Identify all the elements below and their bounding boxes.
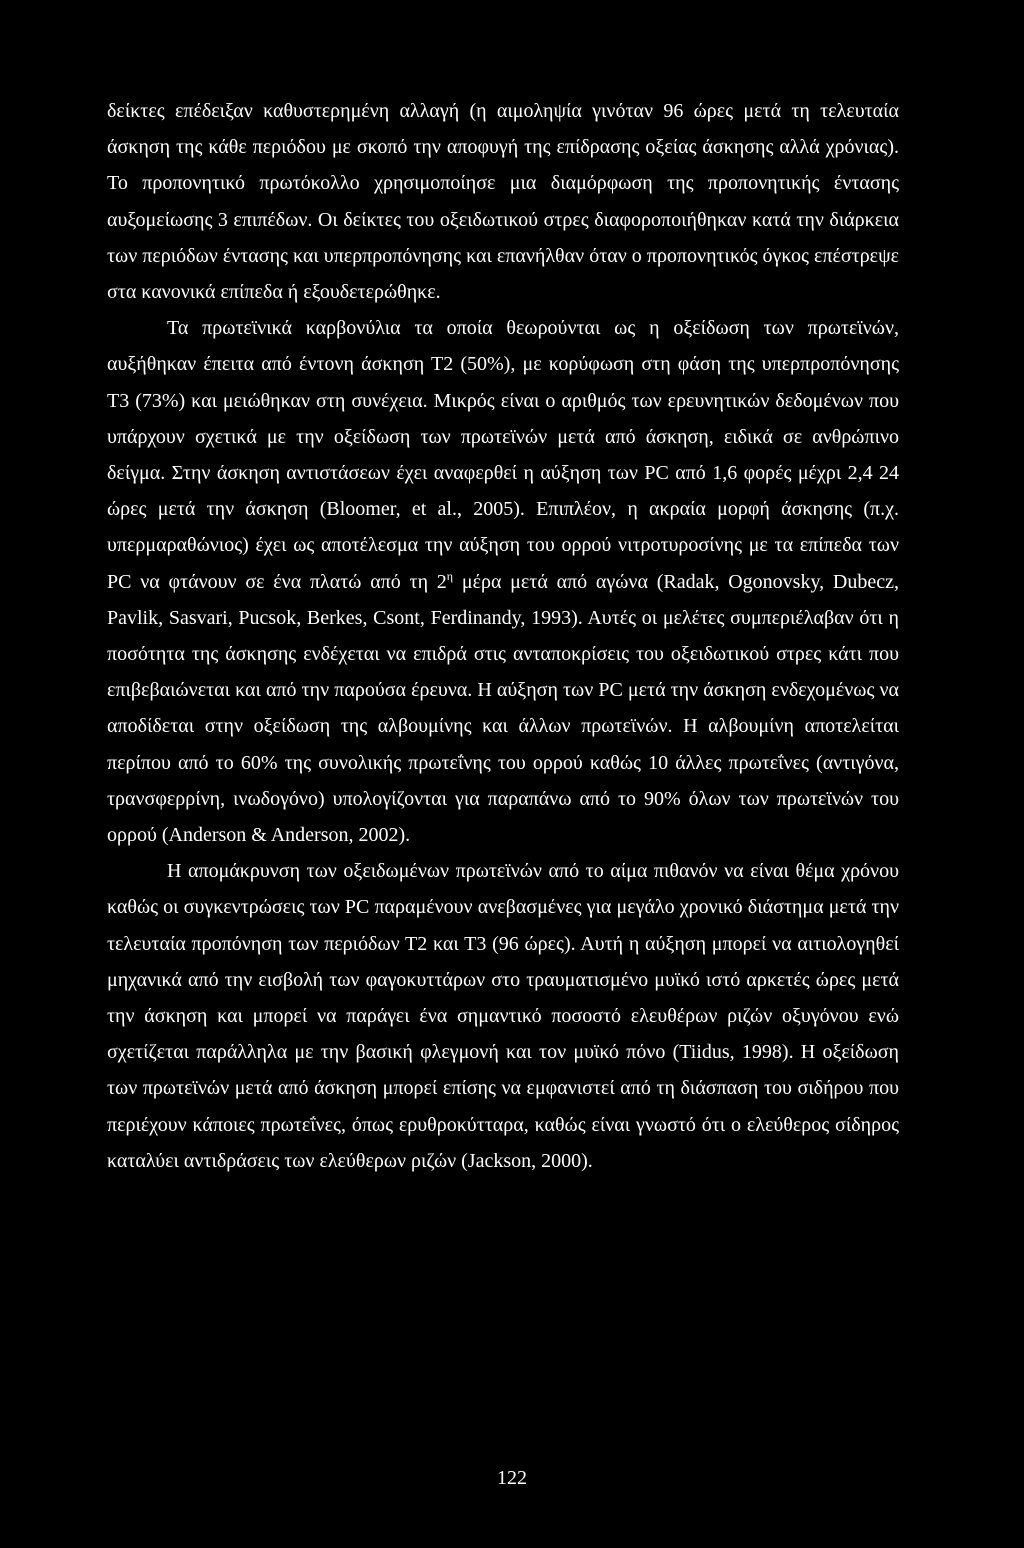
page-number: 122 [497,1467,527,1489]
superscript: η [446,568,454,583]
paragraph-1: δείκτες επέδειξαν καθυστερημένη αλλαγή (η αιμοληψία γινόταν 96 ώρες μετά τη τελευταία άσκηση της κάθε περιόδου με σκοπό την αποφυγή της επίδρασης οξείας άσκησης αλλά χρόνιας). Το προπονητικό πρωτόκολλο χρησιμοποίησε μια διαμόρφωση της προπονητικής έντασης αυξομείωσης 3 επιπέδων. Οι δείκτες του οξειδωτικού στρες διαφοροποιήθηκαν κατά την διάρκεια των περιόδων έντασης και υπερπροπόνησης και επανήλθαν όταν ο προπονητικός όγκος επέστρεψε στα κανονικά επίπεδα ή εξουδετερώθηκε. [107,100,899,304]
paragraph-2 [107,310,899,853]
paragraph-3: Η απομάκρυνση των οξειδωμένων πρωτεϊνών από το αίμα πιθανόν να είναι θέμα χρόνου καθώς οι συγκεντρώσεις των PC παραμένουν ανεβασμένες για μεγάλο χρονικό διάστημα μετά την τελευταία προπόνηση των περιόδων Τ2 και Τ3 (96 ώρες). Αυτή η αύξηση μπορεί να αιτιολογηθεί μηχανικά από την εισβολή των φαγοκυττάρων στο τραυματισμένο μυϊκό ιστό αρκετές ώρες μετά την άσκηση και μπορεί να παράγει ένα σημαντικό ποσοστό ελευθέρων ριζών οξυγόνου ενώ σχετίζεται παράλληλα με την βασική φλεγμονή και τον μυϊκό πόνο (Tiidus, 1998). Η οξείδωση των πρωτεϊνών μετά από άσκηση μπορεί επίσης να εμφανιστεί από τη διάσπαση του σιδήρου που περιέχουν κάποιες πρωτεΐνες, όπως ερυθροκύτταρα, καθώς είναι γνωστό ότι ο ελεύθερος σίδηρος καταλύει αντιδράσεις των ελεύθερων ριζών (Jackson, 2000). [107,860,899,1172]
paragraph-2-text-a: Τα πρωτεϊνικά καρβονύλια τα οποία θεωρούνται ως η οξείδωση των πρωτεϊνών, αυξήθηκαν έπειτα από έντονη άσκηση Τ2 (50%), με κορύφωση στη φάση της υπερπροπόνησης Τ3 (73%) και μειώθηκαν στη συνέχεια. Μικρός είναι ο αριθμός των ερευνητικών δεδομένων που υπάρχουν σχετικά με την οξείδωση των πρωτεϊνών μετά από άσκηση, ειδικά σε ανθρώπινο δείγμα. Στην άσκηση αντιστάσεων έχει αναφερθεί η αύξηση των PC από 1,6 φορές μέχρι 2,4 24 ώρες μετά την άσκηση (Bloomer, et al., 2005). Επιπλέον, η ακραία μορφή άσκησης (π.χ. υπερμαραθώνιος) έχει ως αποτέλεσμα την αύξηση του ορρού νιτροτυροσίνης με τα επίπεδα των PC να φτάνουν σε ένα πλατώ από τη 2 [107,317,899,593]
body-text [107,93,899,1179]
paragraph-2-text-b: μέρα μετά από αγώνα (Radak, Ogonovsky, Dubecz, Pavlik, Sasvari, Pucsok, Berkes, Csont, Ferdinandy, 1993). Αυτές οι μελέτες συμπεριέλαβαν ότι η ποσότητα της άσκησης ενδέχεται να επιδρά στις ανταποκρίσεις του οξειδωτικού στρες κάτι που επιβεβαιώνεται και από την παρούσα έρευνα. Η αύξηση των PC μετά την άσκηση ενδεχομένως να αποδίδεται στην οξείδωση της αλβουμίνης και άλλων πρωτεϊνών. Η αλβουμίνη αποτελείται περίπου από το 60% της συνολικής πρωτεΐνης του ορρού καθώς 10 άλλες πρωτεΐνες (αντιγόνα, τρανσφερρίνη, ινωδογόνο) υπολογίζονται για παραπάνω από το 90% όλων των πρωτεϊνών του ορρού (Anderson & Anderson, 2002). [107,570,899,847]
